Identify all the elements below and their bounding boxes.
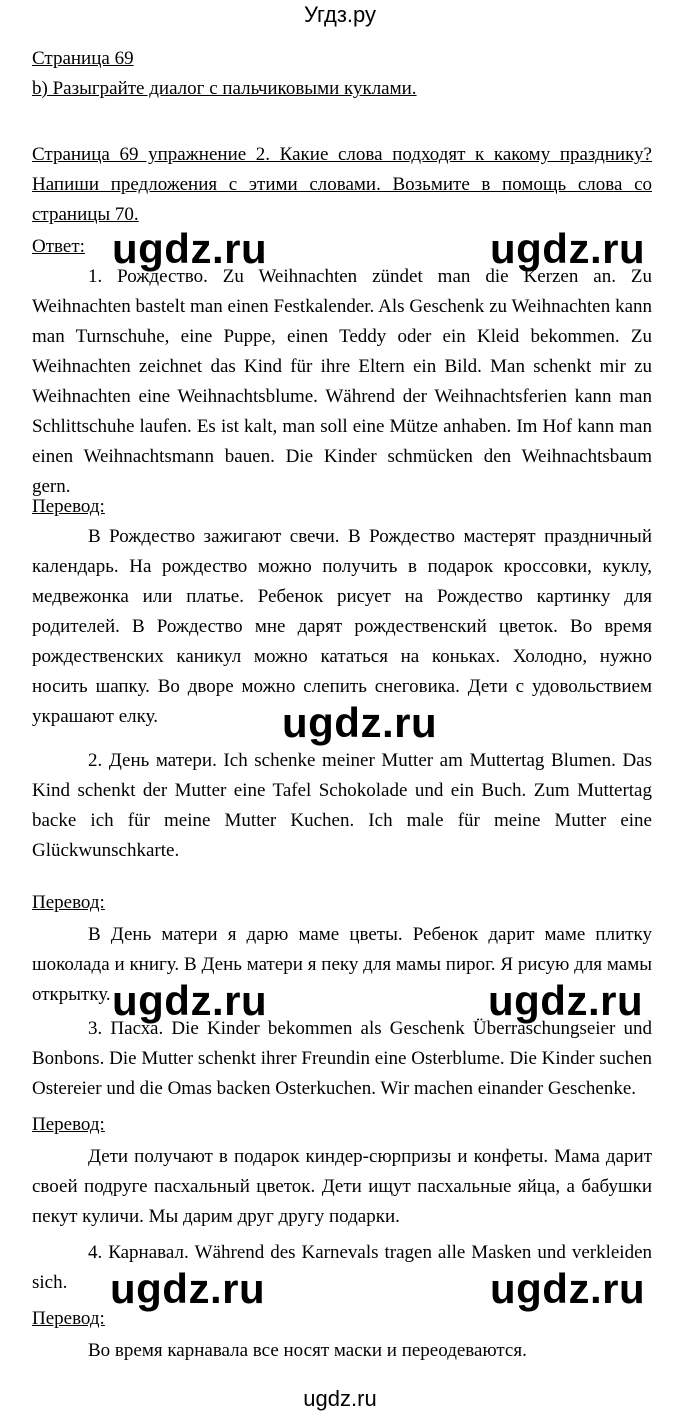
paragraph-carnival-ru: Во время карнавала все носят маски и переодеваются. [88,1340,527,1361]
paragraph-easter-ru: Дети получают в подарок киндер-сюрпризы и конфеты. Мама дарит своей подруге пасхальный цветок. Дети ищут пасхальные яйца, а бабушки пекут куличи. Мы дарим друг другу подарки. [32,1146,652,1227]
translation-label-2: Перевод: [32,892,105,913]
watermark: ugdz.ru [490,1265,646,1312]
watermark: ugdz.ru [112,225,268,272]
paragraph-mothers-day-ru: В День матери я дарю маме цветы. Ребенок дарит маме плитку шоколада и книгу. В День матери я пеку для мамы пирог. Я рисую для мамы открытку. [32,924,652,1005]
paragraph-christmas-de: 1. Рождество. Zu Weihnachten zündet man die Kerzen an. Zu Weihnachten bastelt man einen Festkalender. Als Geschenk zu Weihnachten kann man Turnschuhe, eine Puppe, einen Teddy oder ein Kleid bekommen. Zu Weihnachten zeichnet das Kind für ihre Eltern ein Bild. Man schenkt mir zu Weihnachten eine Weihnachtsblume. Während der Weihnachtsferien kann man Schlittschuhe laufen. Es ist kalt, man soll eine Mütze anhaben. Im Hof kann man einen Weihnachtsmann bauen. Die Kinder schmücken den Weihnachtsbaum gern. [32,266,652,497]
translation-label-4: Перевод: [32,1308,105,1329]
watermark: ugdz.ru [110,1265,266,1312]
page-reference: Страница 69 [32,48,134,69]
watermark: ugdz.ru [112,977,268,1024]
paragraph-easter-de: 3. Пасха. Die Kinder bekommen als Geschenk Überraschungseier und Bonbons. Die Mutter schenkt ihrer Freundin eine Osterblume. Die Kinder suchen Ostereier und die Omas backen Osterkuchen. Wir machen einander Geschenke. [32,1018,652,1099]
watermark: ugdz.ru [488,977,644,1024]
exercise-heading: Страница 69 упражнение 2. Какие слова подходят к какому празднику? Напиши предложения с этими словами. Возьмите в помощь слова со страницы 70. [32,144,652,225]
paragraph-christmas-ru: В Рождество зажигают свечи. В Рождество мастерят праздничный календарь. На рождество можно получить в подарок кроссовки, куклу, медвежонка или платье. Ребенок рисует на Рождество картинку для родителей. В Рождество мне дарят рождественский цветок. Во время рождественских каникул можно кататься на коньках. Холодно, нужно носить шапку. Во дворе можно слепить снеговика. Дети с удовольствием украшают елку. [32,526,652,727]
answer-label: Ответ: [32,236,85,257]
site-header: Угдз.ру [303,2,377,27]
paragraph-mothers-day-de: 2. День матери. Ich schenke meiner Mutter am Muttertag Blumen. Das Kind schenkt der Mutter eine Tafel Schokolade und ein Buch. Zum Muttertag backe ich für meine Mutter Kuchen. Ich male für meine Mutter eine Glückwunschkarte. [32,750,652,861]
task-b: b) Разыграйте диалог с пальчиковыми куклами. [32,78,417,99]
site-footer: ugdz.ru [303,1386,377,1411]
translation-label-3: Перевод: [32,1114,105,1135]
watermark: ugdz.ru [490,225,646,272]
watermark: ugdz.ru [282,699,438,746]
translation-label-1: Перевод: [32,496,105,517]
paragraph-carnival-de: 4. Карнавал. Während des Karnevals tragen alle Masken und verkleiden sich. [32,1242,652,1293]
